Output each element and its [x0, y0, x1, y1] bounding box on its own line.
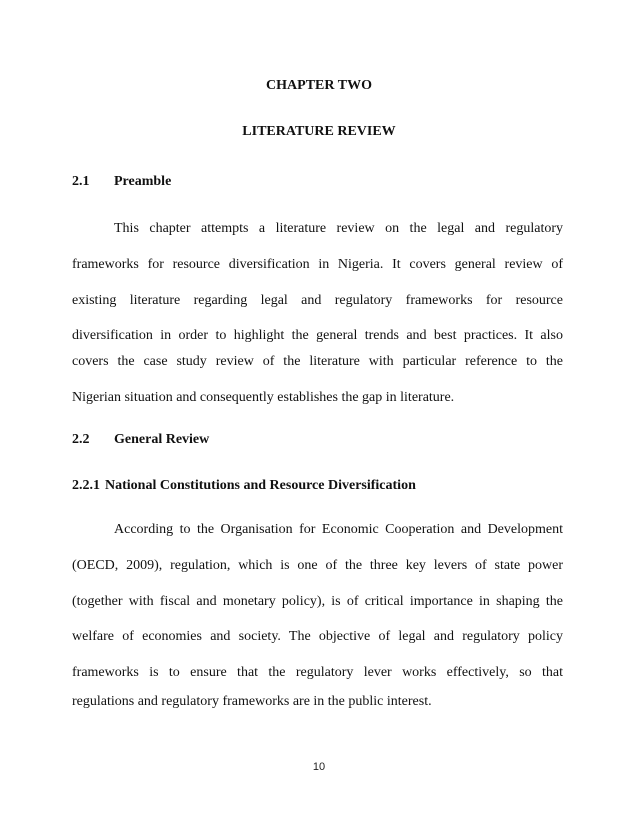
section-title: General Review [114, 432, 210, 447]
paragraph-line: frameworks is to ensure that the regulatory lever works effectively, so that [72, 665, 563, 680]
chapter-subtitle: LITERATURE REVIEW [242, 124, 396, 139]
chapter-title: CHAPTER TWO [266, 78, 372, 93]
paragraph-line: covers the case study review of the literature with particular reference to the [72, 354, 563, 369]
page-number: 10 [312, 761, 326, 773]
paragraph-line: This chapter attempts a literature review on the legal and regulatory [114, 221, 563, 236]
section-number: 2.2 [72, 432, 90, 447]
section-number: 2.2.1 [72, 478, 100, 493]
paragraph-line: diversification in order to highlight the general trends and best practices. It also [72, 328, 563, 343]
paragraph-line: (together with fiscal and monetary policy), is of critical importance in shaping the [72, 594, 563, 609]
paragraph-line: (OECD, 2009), regulation, which is one of the three key levers of state power [72, 558, 563, 573]
section-number: 2.1 [72, 174, 90, 189]
paragraph-line: regulations and regulatory frameworks are in the public interest. [72, 694, 432, 709]
paragraph-line: existing literature regarding legal and regulatory frameworks for resource [72, 293, 563, 308]
paragraph-line: frameworks for resource diversification in Nigeria. It covers general review of [72, 257, 563, 272]
section-heading-national-constitutions [72, 477, 416, 494]
paragraph-line: Nigerian situation and consequently establishes the gap in literature. [72, 390, 455, 405]
section-title: Preamble [114, 174, 172, 189]
section-title: National Constitutions and Resource Diversification [105, 478, 416, 493]
paragraph-line: welfare of economies and society. The objective of legal and regulatory policy [72, 629, 563, 644]
paragraph-line: According to the Organisation for Economic Cooperation and Development [114, 522, 563, 537]
section-heading-general-review [72, 431, 209, 448]
section-heading-preamble [72, 173, 171, 190]
